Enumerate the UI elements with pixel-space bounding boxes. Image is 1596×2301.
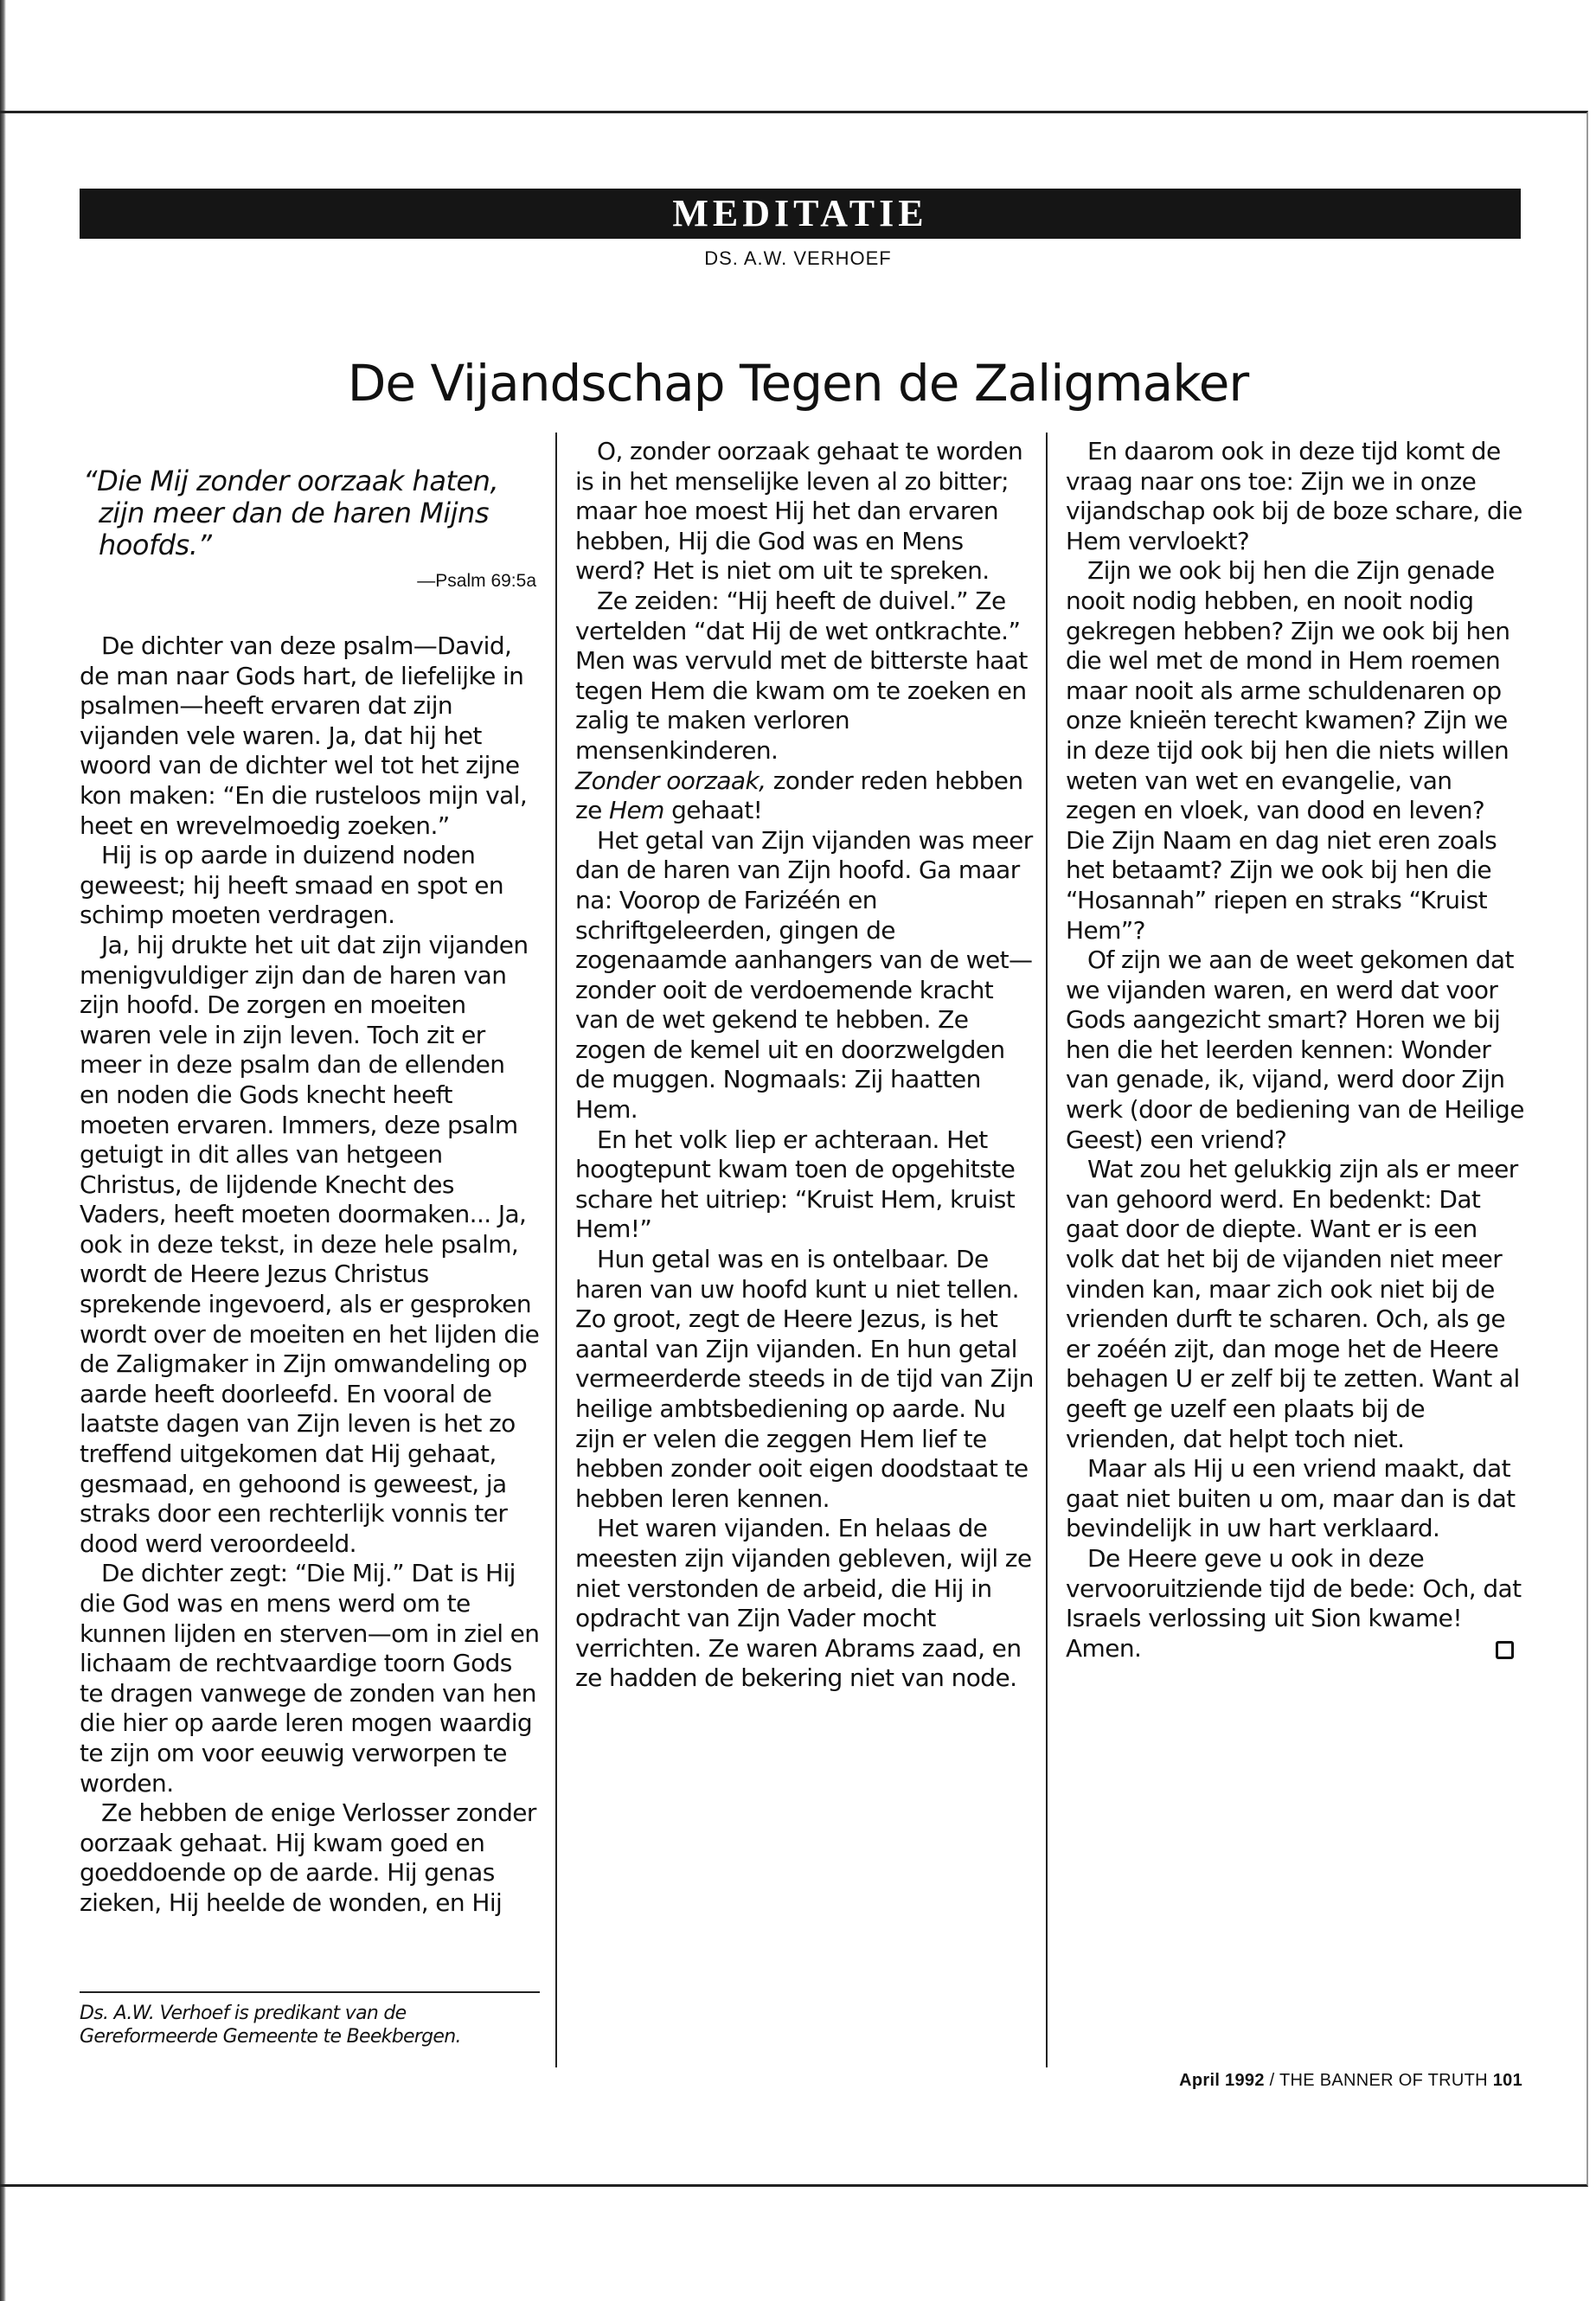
page-number: 101: [1492, 2071, 1522, 2090]
paragraph: De dichter zegt: “Die Mij.” Dat is Hij die God was en mens werd om te kunnen lijden en sterven—om in ziel en lichaam de rechtvaardige toorn Gods te dragen vanwege de zonden van hen die hier op aarde leren mogen waardig te zijn om voor eeuwig verworpen te worden.: [80, 1559, 540, 1798]
paragraph: De dichter van deze psalm—David, de man naar Gods hart, de liefelijke in psalmen—heeft ervaren dat zijn vijanden vele waren. Ja, dat hij het woord van de dichter wel tot het zijne kon maken: “En die rusteloos mijn val, heet en wrevelmoedig zoeken.”: [80, 631, 528, 840]
emphasis-text: gehaat!: [671, 796, 763, 825]
column-divider: [1046, 433, 1048, 2067]
article-column-1: [80, 631, 540, 1918]
paragraph-split: [80, 1798, 540, 1918]
paragraph: Het getal van Zijn vijanden was meer dan de haren van Zijn hoofd. Ga maar na: Voorop de Farizéén en schriftgeleerden, gingen de zogenaamde aanhangers van de wet—zonder ooit de verdoemende kracht van de wet gekend te hebben. Ze zogen de kemel uit en doorzwelgden de muggen. Nogmaals: Zij haatten Hem.: [575, 825, 1033, 1125]
article-column-3: [1066, 437, 1524, 1663]
section-label: MEDITATIE: [672, 192, 928, 234]
emphasis-text: Zonder oorzaak,: [575, 766, 766, 795]
paragraph-text: De Heere geve u ook in deze vervooruitziende tijd de bede: Och, dat Israels verlossing uit Sion kwame! Amen.: [1066, 1543, 1522, 1663]
epigraph-source: —Psalm 69:5a: [417, 571, 536, 591]
epigraph-line: “Die Mij zonder oorzaak haten,: [83, 465, 499, 497]
paragraph: Hij is op aarde in duizend noden geweest; hij heeft smaad en spot en schimp moeten verdragen.: [80, 841, 503, 930]
paragraph: Maar als Hij u een vriend maakt, dat gaat niet buiten u om, maar dan is dat bevindelijk in uw hart verklaard.: [1066, 1454, 1516, 1543]
page-footer: [969, 2071, 1522, 2091]
end-of-article-icon: [1496, 1641, 1514, 1659]
paragraph: En het volk liep er achteraan. Het hoogtepunt kwam toen de opgehitste schare het uitriep: “Kruist Hem, kruist Hem!”: [575, 1125, 1016, 1244]
article-column-2: [575, 437, 1034, 1694]
paragraph: Wat zou het gelukkig zijn als er meer van gehoord werd. En bedenkt: Dat gaat door de diepte. Want er is een volk dat het bij de vijanden niet meer vinden kan, maar zich ook niet bij de vrienden durft te scharen. Och, als ge er zoéén zijt, dan moge het de Heere behagen U er zelf bij te zetten. Want al geeft ge uzelf een plaats bij de vrienden, dat helpt toch niet.: [1066, 1155, 1520, 1453]
author-byline: DS. A.W. VERHOEF: [704, 247, 892, 269]
paragraph-emphasis: [575, 766, 1034, 826]
paragraph: Ja, hij drukte het uit dat zijn vijanden menigvuldiger zijn dan de haren van zijn hoofd. De zorgen en moeiten waren vele in zijn leven. Toch zit er meer in deze psalm dan de ellenden en noden die Gods knecht heeft moeten ervaren. Immers, deze psalm getuigt in dit alles van hetgeen Christus, de lijdende Knecht des Vaders, heeft moeten doormaken... Ja, ook in deze tekst, in deze hele psalm, wordt de Heere Jezus Christus sprekende ingevoerd, als er gesproken wordt over de moeiten en het lijden die de Zaligmaker in Zijn omwandeling op aarde heeft doorleefd. En vooral de laatste dagen van Zijn leven is het zo treffend uitgekomen dat Hij gehaat, gesmaad, en gehoond is geweest, ja straks door een rechterlijk vonnis ter dood werd veroordeeld.: [80, 930, 540, 1558]
emphasis-text: zonder reden hebben ze: [575, 766, 1023, 825]
article-title: De Vijandschap Tegen de Zaligmaker: [347, 354, 1249, 413]
paragraph: Het waren vijanden. En helaas de meesten zijn vijanden gebleven, wijl ze niet verstonden de arbeid, die Hij in opdracht van Zijn Vader mocht verrichten. Ze waren Abrams zaad, en ze hadden de bekering niet van node.: [575, 1514, 1032, 1693]
author-footnote: Ds. A.W. Verhoef is predikant van de Gereformeerde Gemeente te Beekbergen.: [80, 2003, 461, 2048]
paragraph: O, zonder oorzaak gehaat te worden is in het menselijke leven al zo bitter; maar hoe moest Hij het dan ervaren hebben, Hij die God was en Mens werd? Het is niet om uit te spreken.: [575, 437, 1023, 586]
footnote-rule: [80, 1991, 540, 1993]
publication-name: / THE BANNER OF TRUTH: [1269, 2071, 1488, 2090]
epigraph-line: hoofds.”: [99, 529, 212, 561]
paragraph: Of zijn we aan de weet gekomen dat we vijanden waren, en werd dat voor Gods aangezicht smart? Horen we bij hen die het leerden kennen: Wonder van genade, ik, vijand, werd door Zijn werk (door de bediening van de Heilige Geest) een vriend?: [1066, 945, 1524, 1154]
paragraph: Zijn we ook bij hen die Zijn genade nooit nodig hebben, en nooit nodig gekregen hebben? Zijn we ook bij hen die wel met de mond in Hem roemen maar nooit als arme schuldenaren op onze knieën terecht kwamen? Zijn we in deze tijd ook bij hen die niets willen weten van wet en evangelie, van zegen en vloek, van dood en leven? Die Zijn Naam en dag niet eren zoals het betaamt? Zijn we ook bij hen die “Hosannah” riepen en straks “Kruist Hem”?: [1066, 556, 1510, 945]
issue-date: April 1992: [1179, 2071, 1265, 2090]
paragraph: Hun getal was en is ontelbaar. De haren van uw hoofd kunt u niet tellen. Zo groot, zegt de Heere Jezus, is het aantal van Zijn vijanden. En hun getal vermeerderde steeds in de tijd van Zijn heilige ambtsbediening op aarde. Nu zijn er velen die zeggen Hem lief te hebben zonder ooit eigen doodstaat te hebben leren kennen.: [575, 1245, 1034, 1513]
paragraph-text: Ze hebben de enige Verlosser zonder oorzaak gehaat. Hij kwam goed en goeddoende op de aarde. Hij genas zieken, Hij heelde de wonden, en Hij: [80, 1798, 536, 1917]
section-banner: [80, 189, 1521, 239]
epigraph-quote: [83, 465, 533, 561]
paragraph: Ze zeiden: “Hij heeft de duivel.” Ze vertelden “dat Hij de wet ontkrachte.” Men was vervuld met de bitterste haat tegen Hem die kwam om te zoeken en zalig te maken verloren mensenkinderen.: [575, 586, 1028, 765]
column-divider: [555, 433, 557, 2067]
emphasis-text: Hem: [609, 796, 664, 825]
closing-paragraph: [1066, 1544, 1524, 1663]
paragraph: En daarom ook in deze tijd komt de vraag naar ons toe: Zijn we in onze vijandschap ook bij de boze schare, die Hem vervloekt?: [1066, 437, 1522, 555]
epigraph-line: zijn meer dan de haren Mijns: [99, 497, 489, 529]
